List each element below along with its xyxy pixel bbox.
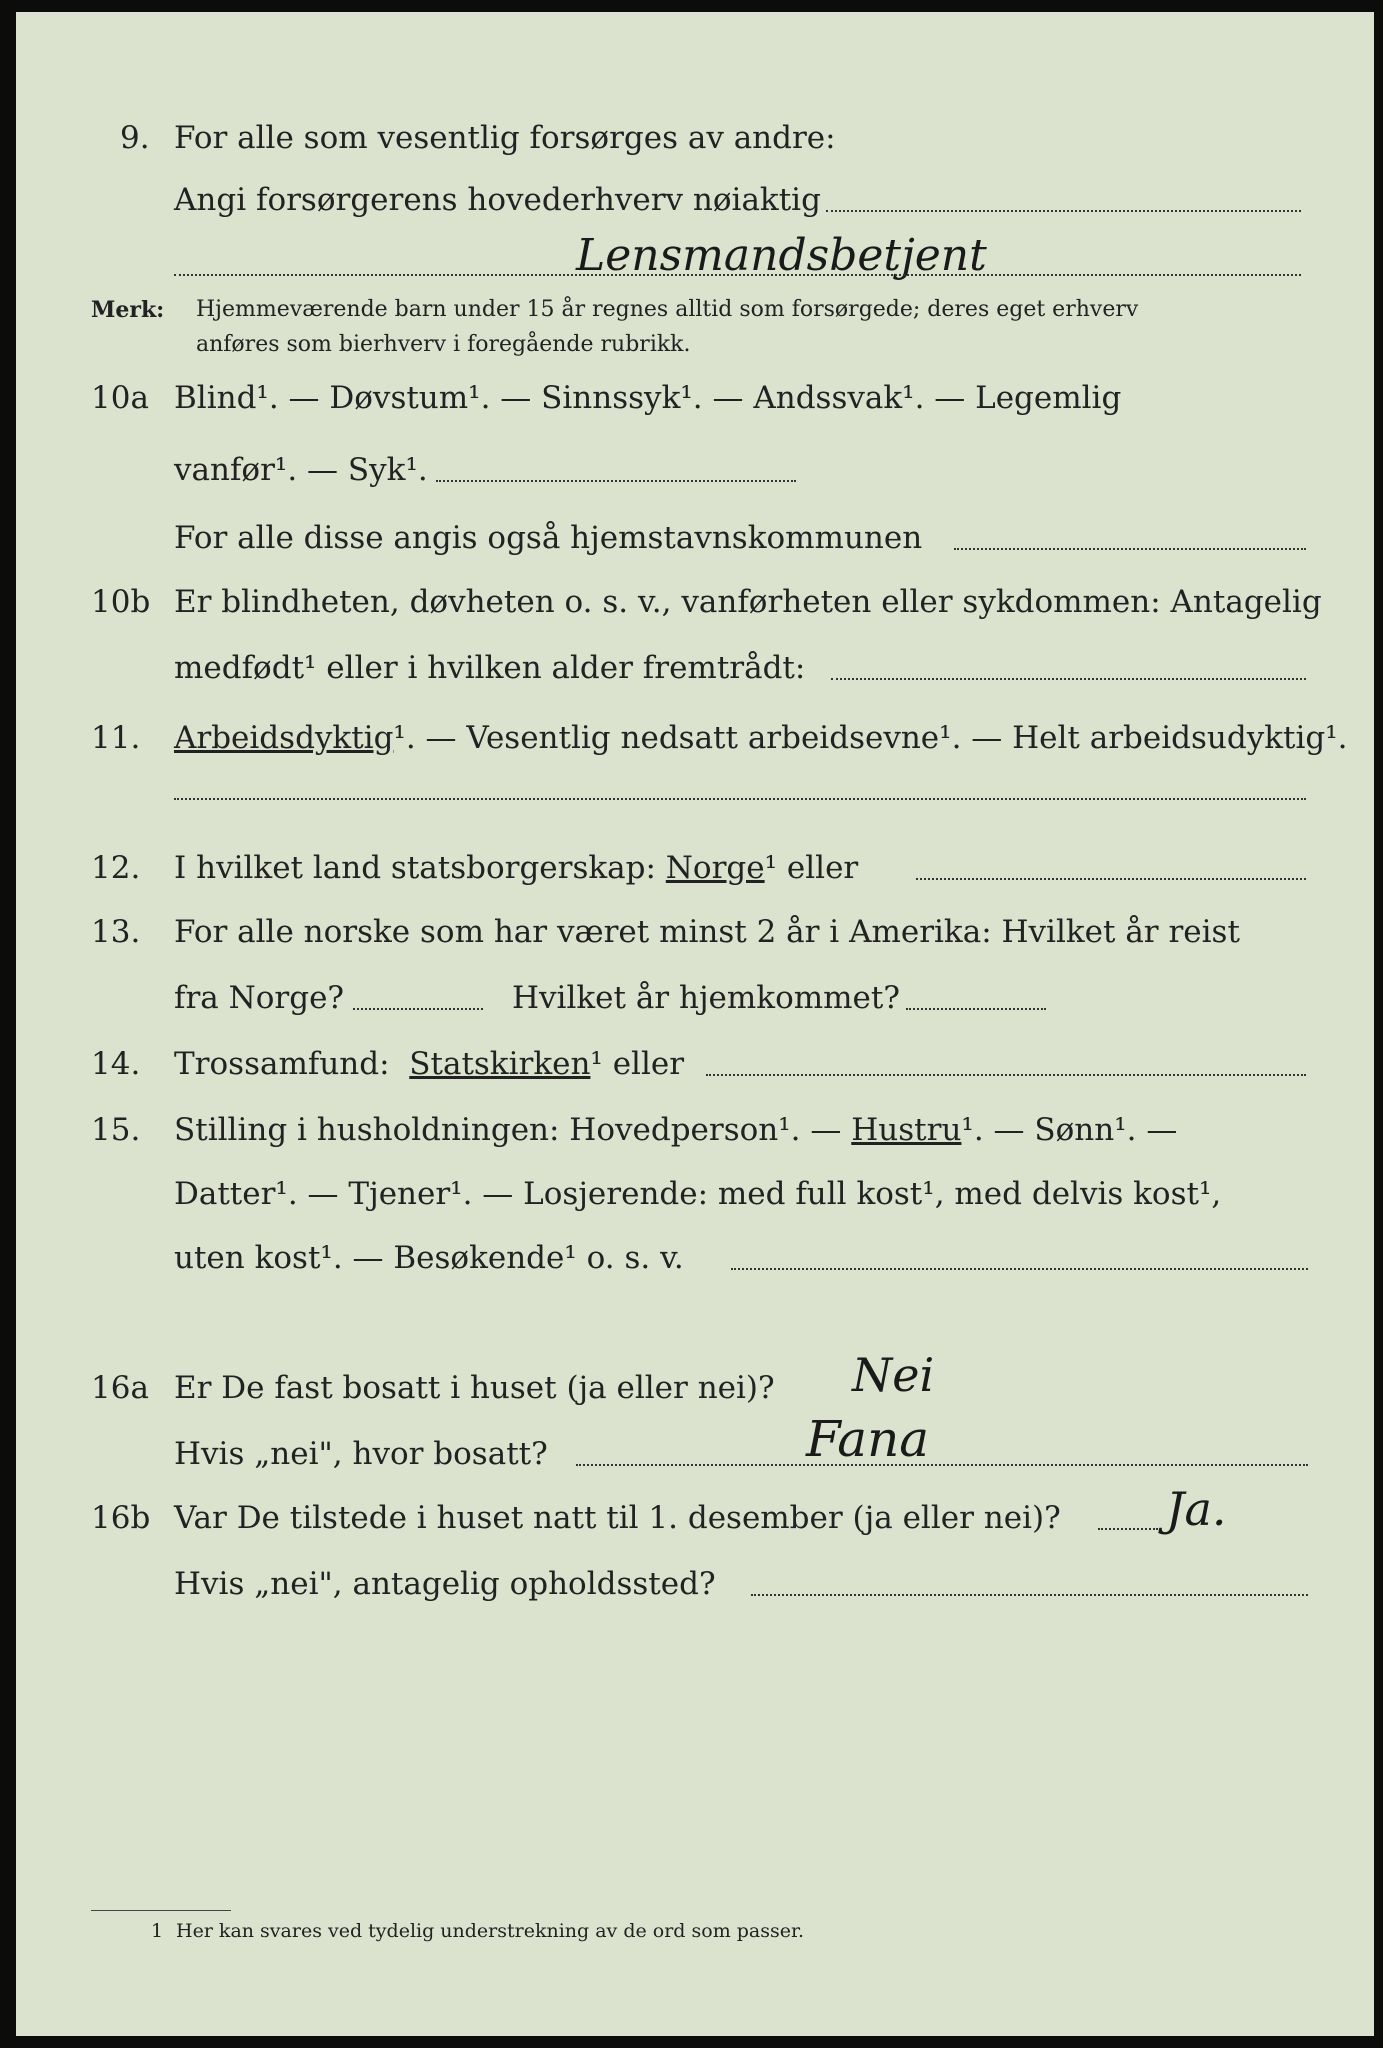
q15-line2: Datter¹. — Tjener¹. — Losjerende: med full kost¹, med delvis kost¹, — [174, 1176, 1222, 1212]
q12-post: ¹ eller — [764, 850, 859, 886]
q10a-syk-dotted-line — [436, 480, 796, 482]
q10a-dotted-line — [954, 548, 1306, 550]
q16a-line1: Er De fast bosatt i huset (ja eller nei)? — [174, 1370, 775, 1406]
q14-post: ¹ eller — [590, 1046, 685, 1082]
q10b-line1: Er blindheten, døvheten o. s. v., vanførheten eller sykdommen: Antagelig — [174, 584, 1322, 620]
q10b-number: 10b — [91, 584, 151, 620]
q16a-handwritten-answer1: Nei — [852, 1348, 935, 1402]
q9-line1: For alle som vesentlig forsørges av andre: — [174, 120, 836, 156]
q15-number: 15. — [91, 1112, 141, 1148]
q12-dotted-line — [916, 878, 1306, 880]
q11-line — [174, 720, 1348, 756]
q10b-line2: medfødt¹ eller i hvilken alder fremtrådt: — [174, 650, 806, 686]
merk-line1: Hjemmeværende barn under 15 år regnes alltid som forsørgede; deres eget erhverv — [196, 297, 1139, 322]
q15-line1a: Stilling i husholdningen: Hovedperson¹. — — [174, 1112, 842, 1148]
merk-line2: anføres som bierhverv i foregående rubrikk. — [196, 332, 691, 357]
q16a-handwritten-answer2: Fana — [806, 1410, 930, 1468]
q14-pre: Trossamfund: — [174, 1046, 390, 1082]
q16b-handwritten-answer1: Ja. — [1166, 1482, 1227, 1536]
q10a-line2: vanfør¹. — Syk¹. — [174, 452, 428, 488]
q10a-number: 10a — [91, 380, 149, 416]
q12-number: 12. — [91, 850, 141, 886]
q13-year-left-dotted — [353, 1008, 483, 1010]
q15-dotted-line — [731, 1268, 1308, 1270]
q15-underlined-answer: Hustru — [851, 1112, 962, 1148]
q14-dotted-line — [706, 1074, 1306, 1076]
q16a-line2: Hvis „nei", hvor bosatt? — [174, 1436, 548, 1472]
q13-line2a: fra Norge? — [174, 980, 345, 1016]
q9-handwritten-answer: Lensmandsbetjent — [576, 230, 987, 281]
census-form-page — [16, 12, 1374, 2036]
q15-line1 — [174, 1112, 1177, 1148]
q9-number: 9. — [120, 120, 150, 156]
q12-line — [174, 850, 858, 886]
q16b-number: 16b — [91, 1500, 151, 1536]
q10a-line1: Blind¹. — Døvstum¹. — Sinnssyk¹. — Andssvak¹. — Legemlig — [174, 380, 1122, 416]
q16b-answer1-dotted — [1098, 1528, 1158, 1530]
q13-line2b: Hvilket år hjemkommet? — [512, 980, 900, 1016]
q13-line1: For alle norske som har været minst 2 år i Amerika: Hvilket år reist — [174, 914, 1240, 950]
q13-number: 13. — [91, 914, 141, 950]
q9-answer-line — [174, 274, 1301, 276]
footnote-rule — [91, 1910, 231, 1911]
q16b-line1: Var De tilstede i huset natt til 1. desember (ja eller nei)? — [174, 1500, 1061, 1536]
footnote-mark: 1 — [151, 1920, 164, 1942]
q12-underlined-answer: Norge — [665, 850, 765, 886]
q11-rest: ¹. — Vesentlig nedsatt arbeidsevne¹. — Helt arbeidsudyktig¹. — [393, 720, 1348, 756]
q14-line — [174, 1046, 684, 1082]
q13-year-return-dotted — [906, 1008, 1046, 1010]
q9-dotted-line — [826, 210, 1301, 212]
q12-pre: I hvilket land statsborgerskap: — [174, 850, 656, 886]
q16a-number: 16a — [91, 1370, 149, 1406]
q10b-dotted-line — [831, 678, 1306, 680]
q15-line1b: ¹. — Sønn¹. — — [961, 1112, 1178, 1148]
q16b-line2: Hvis „nei", antagelig opholdssted? — [174, 1566, 716, 1602]
q11-underlined-answer: Arbeidsdyktig — [174, 720, 394, 756]
q15-line3: uten kost¹. — Besøkende¹ o. s. v. — [174, 1240, 684, 1276]
q16a-dotted-line — [576, 1464, 1308, 1466]
q11-dotted-line — [174, 798, 1306, 800]
q14-number: 14. — [91, 1046, 141, 1082]
q10a-line3: For alle disse angis også hjemstavnskommunen — [174, 520, 923, 556]
footnote-text: Her kan svares ved tydelig understrekning av de ord som passer. — [176, 1920, 805, 1942]
q14-underlined-answer: Statskirken — [409, 1046, 591, 1082]
merk-label: Merk: — [91, 297, 165, 323]
q16b-dotted-line — [751, 1594, 1308, 1596]
q11-number: 11. — [91, 720, 141, 756]
q9-line2: Angi forsørgerens hovederhverv nøiaktig — [174, 182, 821, 218]
